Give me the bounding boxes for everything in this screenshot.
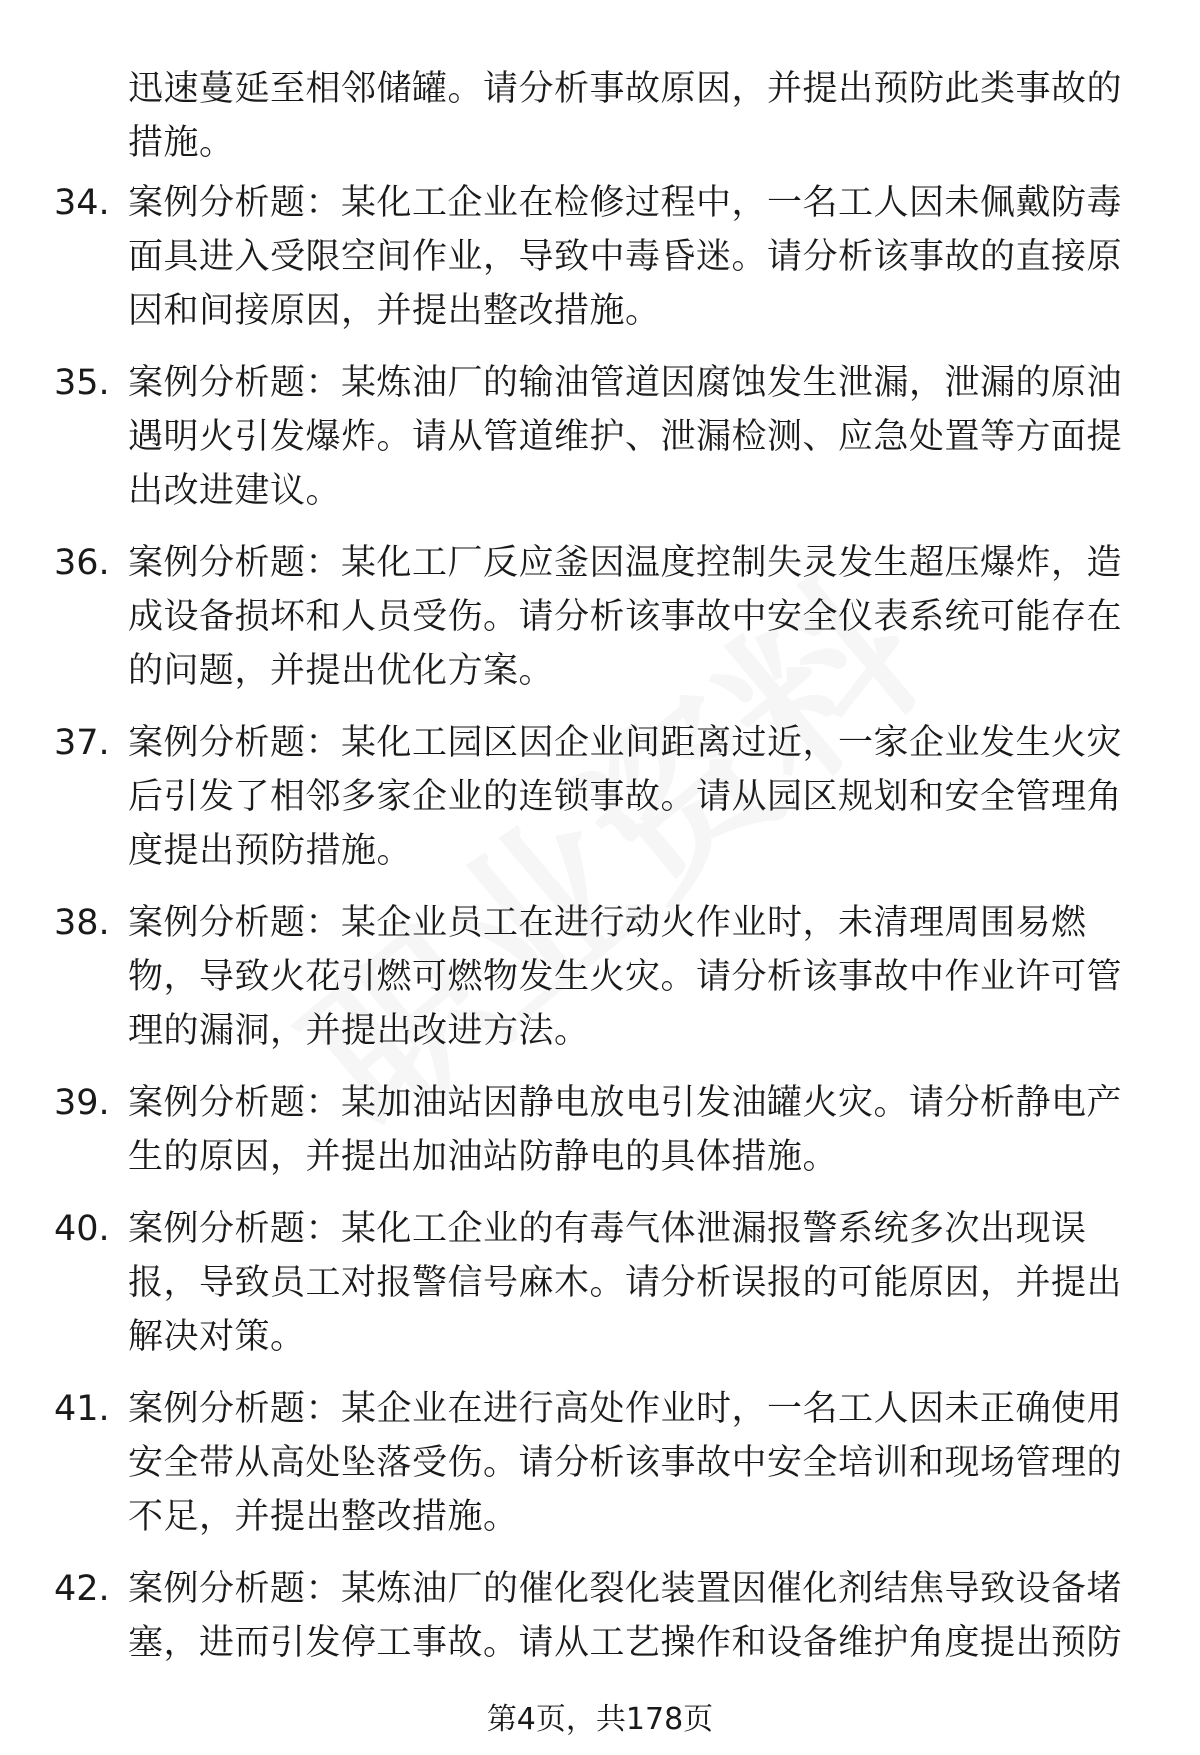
question-number: 34.: [54, 183, 110, 223]
question-number: 41.: [54, 1389, 110, 1429]
question-number: 40.: [54, 1209, 110, 1249]
question-number: 39.: [54, 1083, 110, 1123]
question-text: 案例分析题：某炼油厂的输油管道因腐蚀发生泄漏，泄漏的原油遇明火引发爆炸。请从管道维护、泄漏检测、应急处置等方面提出改进建议。: [128, 363, 1123, 511]
question-text: 案例分析题：某企业员工在进行动火作业时，未清理周围易燃物，导致火花引燃可燃物发生火灾。请分析该事故中作业许可管理的漏洞，并提出改进方法。: [128, 903, 1123, 1051]
question-number: 38.: [54, 903, 110, 943]
question-number: 42.: [54, 1569, 110, 1609]
question-number: 36.: [54, 543, 110, 583]
question-text: 案例分析题：某炼油厂的催化裂化装置因催化剂结焦导致设备堵塞，进而引发停工事故。请从工艺操作和设备维护角度提出预防: [128, 1569, 1123, 1663]
question-text: 案例分析题：某化工园区因企业间距离过近，一家企业发生火灾后引发了相邻多家企业的连锁事故。请从园区规划和安全管理角度提出预防措施。: [128, 723, 1123, 871]
question-number: 37.: [54, 723, 110, 763]
question-text: 案例分析题：某化工厂反应釜因温度控制失灵发生超压爆炸，造成设备损坏和人员受伤。请分析该事故中安全仪表系统可能存在的问题，并提出优化方案。: [128, 543, 1123, 691]
question-text: 案例分析题：某加油站因静电放电引发油罐火灾。请分析静电产生的原因，并提出加油站防静电的具体措施。: [128, 1083, 1123, 1177]
question-text: 案例分析题：某化工企业的有毒气体泄漏报警系统多次出现误报，导致员工对报警信号麻木。请分析误报的可能原因，并提出解决对策。: [128, 1209, 1123, 1357]
question-text: 案例分析题：某企业在进行高处作业时，一名工人因未正确使用安全带从高处坠落受伤。请分析该事故中安全培训和现场管理的不足，并提出整改措施。: [128, 1389, 1123, 1537]
question-number: 35.: [54, 363, 110, 403]
continuation-paragraph: 迅速蔓延至相邻储罐。请分析事故原因，并提出预防此类事故的措施。: [128, 69, 1123, 163]
question-text: 案例分析题：某化工企业在检修过程中，一名工人因未佩戴防毒面具进入受限空间作业，导致中毒昏迷。请分析该事故的直接原因和间接原因，并提出整改措施。: [128, 183, 1123, 331]
page-footer: 第4页，共178页: [486, 1702, 714, 1737]
